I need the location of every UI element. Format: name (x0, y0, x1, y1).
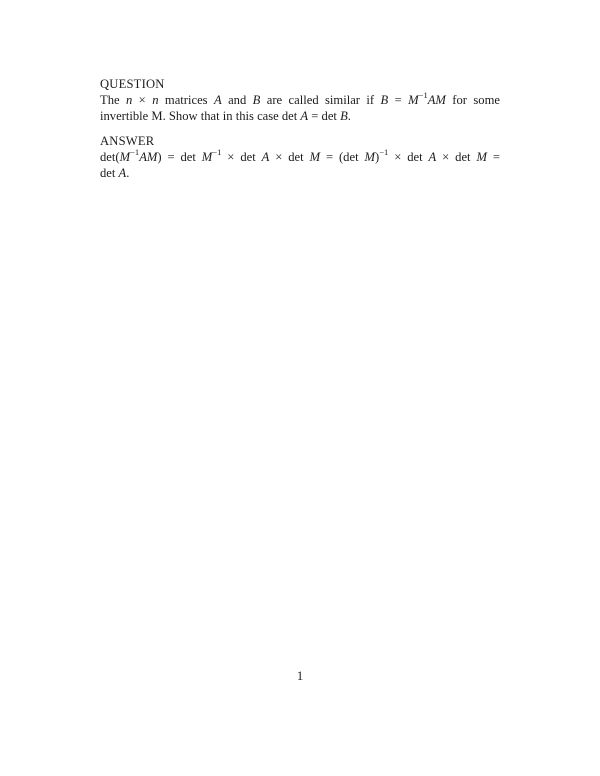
page-number: 1 (296, 669, 304, 683)
question-line-2: invertible M. Show that in this case det A = det B. (100, 109, 351, 123)
answer-heading: ANSWER (100, 134, 155, 148)
question-line-1: The n × n matrices A and B are called similar if $B = M^{-1}AM$ for some (100, 89, 500, 107)
answer-line-2: det A. (100, 166, 130, 180)
question-heading: QUESTION (100, 77, 165, 91)
answer-section (100, 133, 500, 181)
text-block (100, 76, 500, 181)
answer-line-1: $\det(M^{-1}AM) = \det M^{-1} \times \det A \times \det M = (\det$ M)$^{-1}$ × det A × det M = (100, 146, 500, 164)
question-section (100, 76, 500, 124)
